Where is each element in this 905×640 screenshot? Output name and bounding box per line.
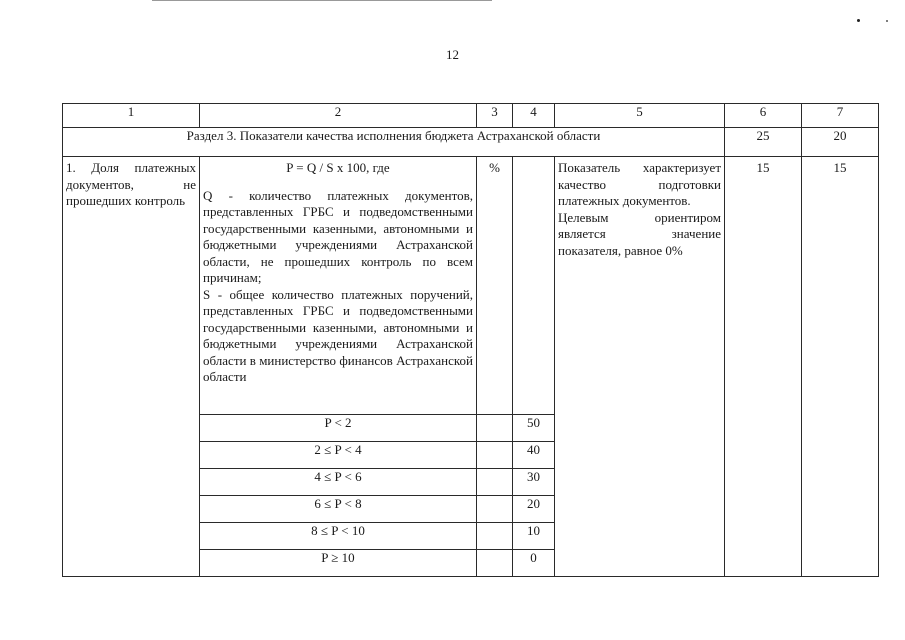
indicator-formula-cell — [200, 157, 477, 415]
section-col7: 20 — [802, 128, 879, 157]
scan-edge-line — [152, 0, 492, 1]
range-unit-cell — [477, 523, 513, 550]
header-cell: 7 — [802, 104, 879, 128]
range-unit-cell — [477, 496, 513, 523]
q-definition: Q - количество платежных документов, представленных ГРБС и подведомственными государственными казенными, автономными и бюджетными учреждениями Астраханской области, не прошедших контроль по всем причинам; — [203, 187, 473, 285]
indicator-row — [63, 157, 879, 415]
header-row — [63, 104, 879, 128]
header-cell: 5 — [555, 104, 725, 128]
unit: % — [477, 157, 513, 415]
range-score: 40 — [513, 442, 555, 469]
indicator-description — [555, 157, 725, 577]
indicator-col6: 15 — [725, 157, 802, 577]
range-condition: P < 2 — [200, 415, 477, 442]
range-unit-cell — [477, 415, 513, 442]
indicator-name: 1. Доля платежных документов, не прошедших контроль — [63, 157, 200, 577]
budget-quality-table — [62, 103, 879, 577]
range-score: 10 — [513, 523, 555, 550]
range-condition: 2 ≤ P < 4 — [200, 442, 477, 469]
scan-speck — [886, 20, 888, 22]
range-unit-cell — [477, 442, 513, 469]
page-number: 12 — [446, 47, 459, 62]
range-condition: 6 ≤ P < 8 — [200, 496, 477, 523]
header-cell: 3 — [477, 104, 513, 128]
range-condition: 8 ≤ P < 10 — [200, 523, 477, 550]
section-col6: 25 — [725, 128, 802, 157]
section-row — [63, 128, 879, 157]
range-score: 30 — [513, 469, 555, 496]
s-definition: S - общее количество платежных поручений, представленных ГРБС и подведомственными государственными казенными, автономными и бюджетными учреждениями Астраханской области в министерство финансов Астраханской области — [203, 286, 473, 384]
range-score: 20 — [513, 496, 555, 523]
header-cell: 2 — [200, 104, 477, 128]
range-score: 50 — [513, 415, 555, 442]
empty-score-cell — [513, 157, 555, 415]
header-cell: 6 — [725, 104, 802, 128]
indicator-col7: 15 — [802, 157, 879, 577]
description-part-1: Показатель характеризует качество подготовки платежных документов. — [558, 160, 721, 208]
header-cell: 4 — [513, 104, 555, 128]
header-cell: 1 — [63, 104, 200, 128]
range-unit-cell — [477, 469, 513, 496]
formula: P = Q / S x 100, где — [286, 160, 390, 175]
range-unit-cell — [477, 550, 513, 577]
range-condition: 4 ≤ P < 6 — [200, 469, 477, 496]
description-part-2: Целевым ориентиром является значение показателя, равное 0% — [558, 209, 721, 258]
scan-speck — [857, 19, 860, 22]
range-condition: P ≥ 10 — [200, 550, 477, 577]
range-score: 0 — [513, 550, 555, 577]
section-title: Раздел 3. Показатели качества исполнения бюджета Астраханской области — [63, 128, 725, 157]
